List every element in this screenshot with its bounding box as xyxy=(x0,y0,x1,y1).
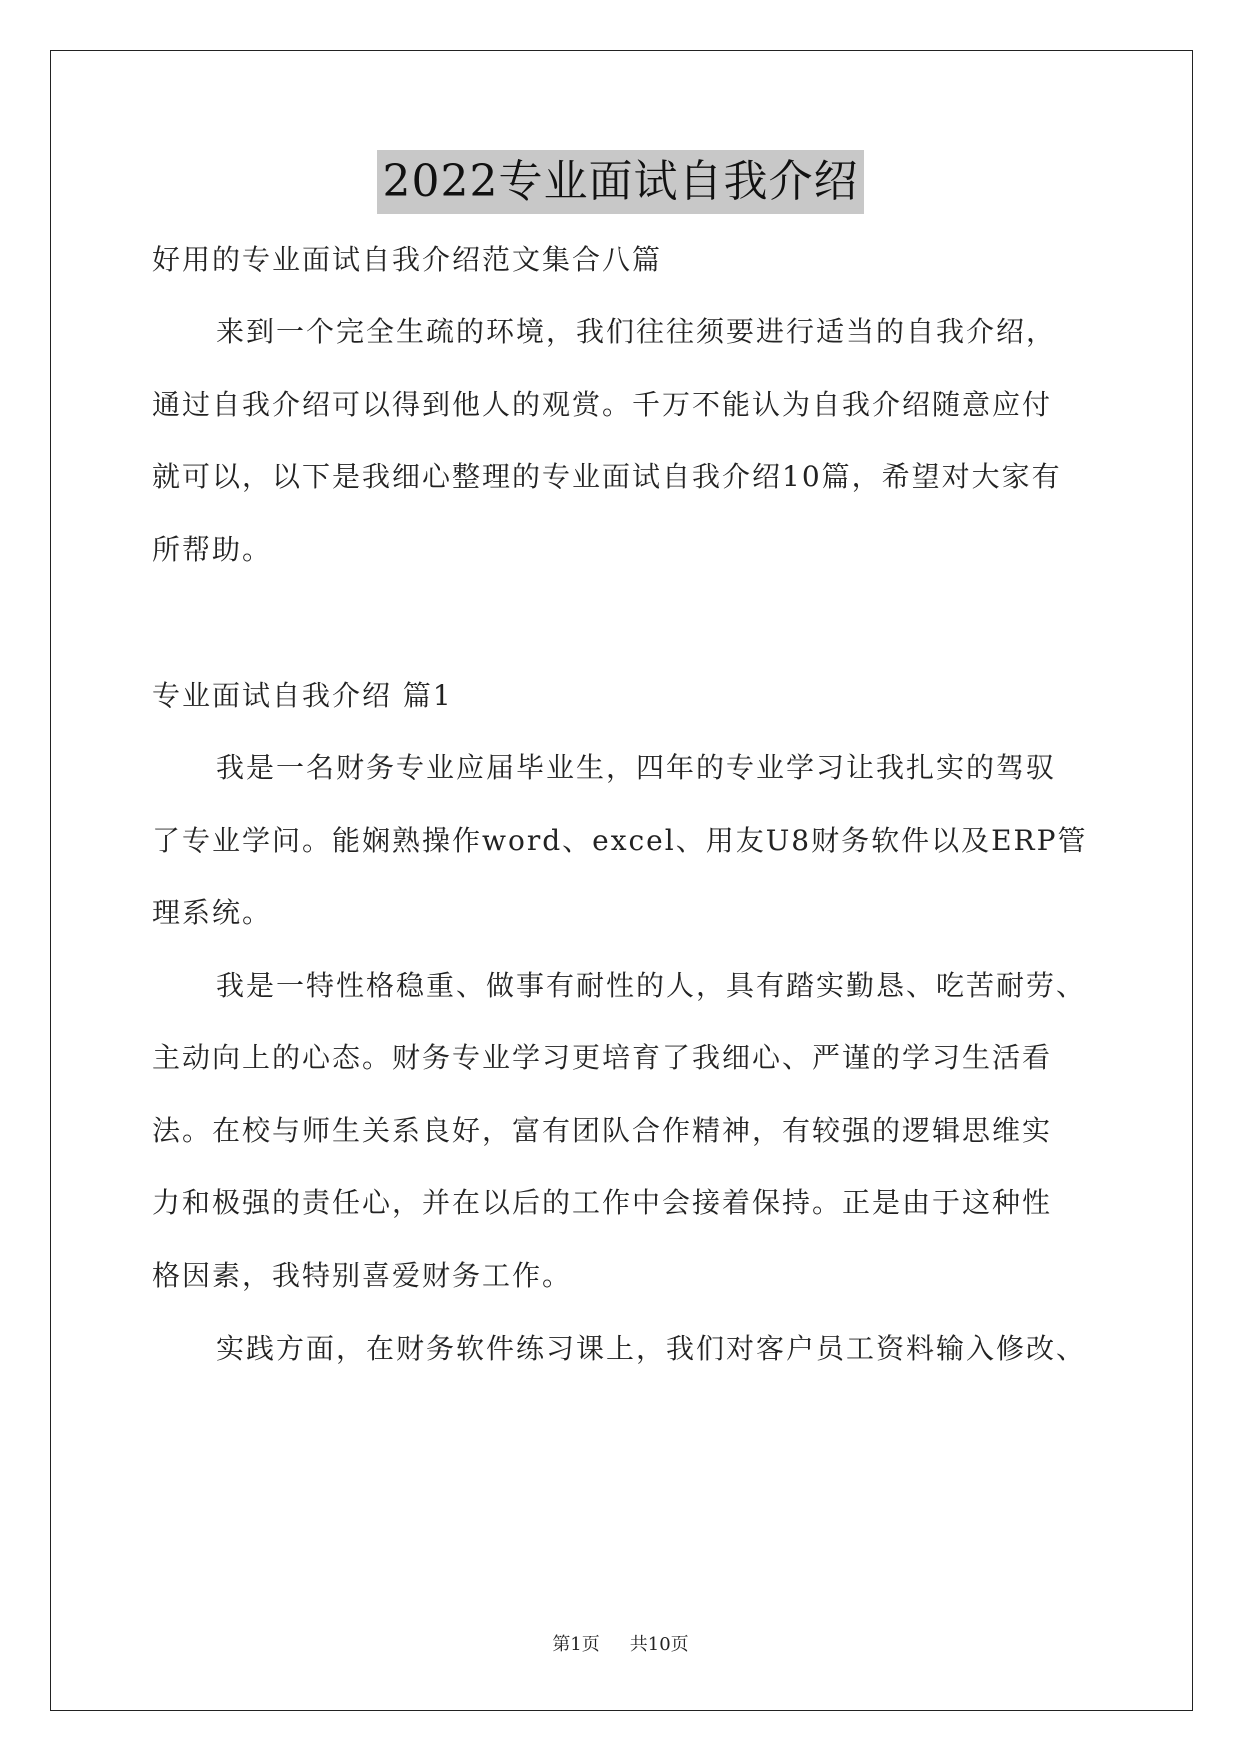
paragraph-line: 格因素，我特别喜爱财务工作。 xyxy=(152,1259,573,1292)
intro-line: 就可以，以下是我细心整理的专业面试自我介绍10篇，希望对大家有 xyxy=(152,460,1062,493)
paragraph-line: 实践方面，在财务软件练习课上，我们对客户员工资料输入修改、 xyxy=(216,1332,1087,1365)
page-footer xyxy=(0,1630,1241,1656)
section-heading: 专业面试自我介绍 篇1 xyxy=(152,679,453,712)
page-total: 共10页 xyxy=(629,1634,689,1655)
paragraph-line: 了专业学问。能娴熟操作word、excel、用友U8财务软件以及ERP管 xyxy=(152,824,1088,857)
document-subtitle: 好用的专业面试自我介绍范文集合八篇 xyxy=(152,243,663,276)
paragraph-line: 我是一名财务专业应届毕业生，四年的专业学习让我扎实的驾驭 xyxy=(216,751,1057,784)
intro-line: 所帮助。 xyxy=(152,533,273,566)
document-title: 2022专业面试自我介绍 xyxy=(377,150,865,214)
intro-line: 通过自我介绍可以得到他人的观赏。千万不能认为自我介绍随意应付 xyxy=(152,388,1053,421)
paragraph-line: 我是一特性格稳重、做事有耐性的人，具有踏实勤恳、吃苦耐劳、 xyxy=(216,969,1087,1002)
title-container xyxy=(0,150,1241,214)
paragraph-line: 主动向上的心态。财务专业学习更培育了我细心、严谨的学习生活看 xyxy=(152,1041,1053,1074)
paragraph-line: 力和极强的责任心，并在以后的工作中会接着保持。正是由于这种性 xyxy=(152,1186,1053,1219)
page-border xyxy=(50,50,1193,1711)
page-number: 第1页 xyxy=(552,1634,600,1655)
paragraph-line: 法。在校与师生关系良好，富有团队合作精神，有较强的逻辑思维实 xyxy=(152,1114,1053,1147)
intro-line: 来到一个完全生疏的环境，我们往往须要进行适当的自我介绍， xyxy=(216,315,1057,348)
paragraph-line: 理系统。 xyxy=(152,896,273,929)
